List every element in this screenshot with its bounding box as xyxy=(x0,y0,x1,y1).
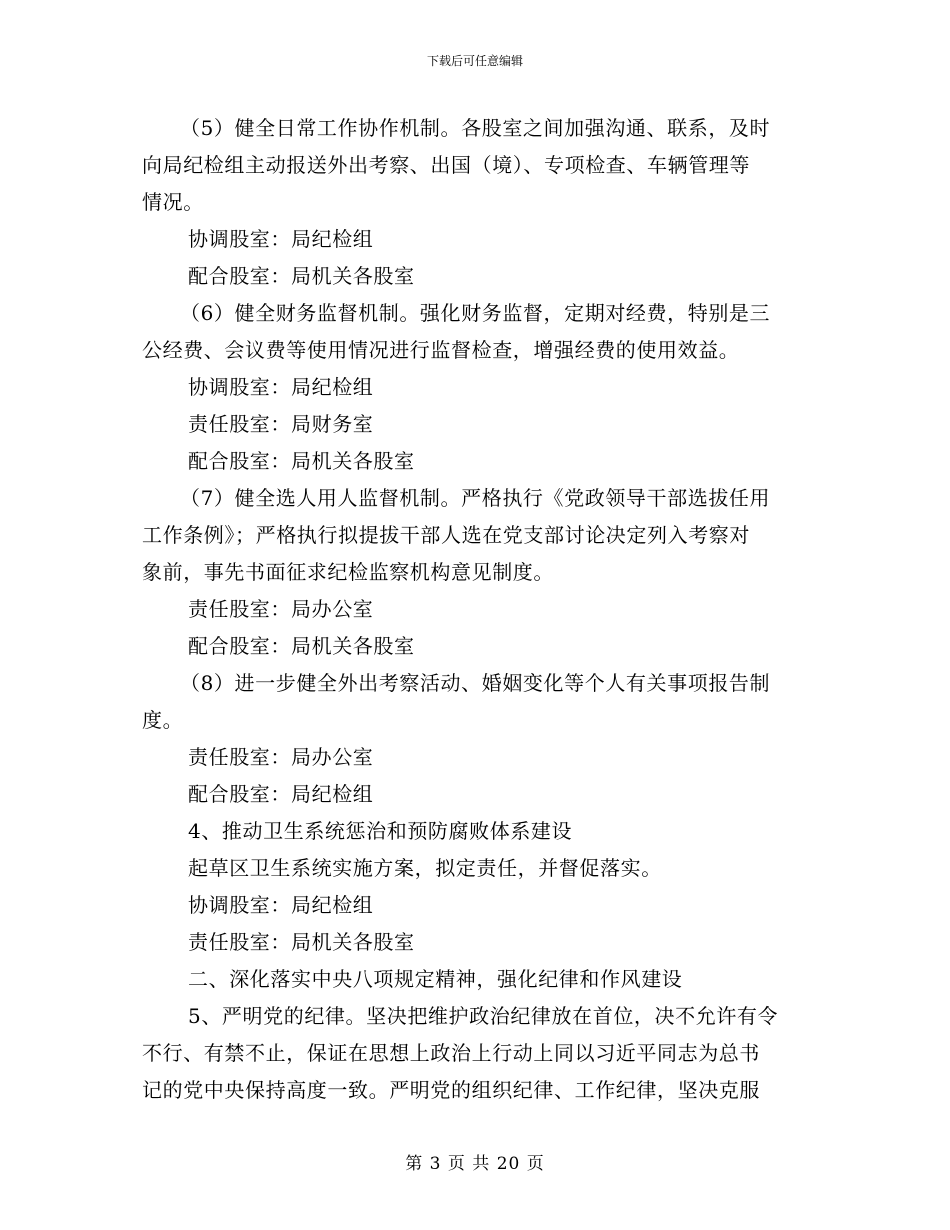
text-line: 配合股室：局纪检组 xyxy=(188,782,374,806)
text-line: 协调股室：局纪检组 xyxy=(188,375,374,399)
page-header: 下载后可任意编辑 xyxy=(426,54,523,68)
text-line: 配合股室：局机关各股室 xyxy=(188,634,415,658)
text-line: 起草区卫生系统实施方案，拟定责任，并督促落实。 xyxy=(188,856,662,880)
text-line: 公经费、会议费等使用情况进行监督检查，增强经费的使用效益。 xyxy=(142,338,740,362)
text-line: （8）进一步健全外出考察活动、婚姻变化等个人有关事项报告制 xyxy=(180,671,771,695)
text-line: 工作条例》；严格执行拟提拔干部人选在党支部讨论决定列入考察对 xyxy=(142,523,750,547)
text-line: 度。 xyxy=(142,708,184,732)
page-number: 第 3 页 共 20 页 xyxy=(405,1154,545,1174)
text-line: （7）健全选人用人监督机制。严格执行《党政领导干部选拔任用 xyxy=(180,486,771,510)
text-line: 4、推动卫生系统惩治和预防腐败体系建设 xyxy=(188,819,573,843)
text-line: 配合股室：局机关各股室 xyxy=(188,264,415,288)
text-line: 协调股室：局纪检组 xyxy=(188,227,374,251)
document-body xyxy=(142,110,812,1109)
text-line: 不行、有禁不止，保证在思想上政治上行动上同以习近平同志为总书 xyxy=(142,1041,760,1065)
text-line: 协调股室：局纪检组 xyxy=(188,893,374,917)
text-line: 责任股室：局办公室 xyxy=(188,597,374,621)
text-line: 象前，事先书面征求纪检监察机构意见制度。 xyxy=(142,560,554,584)
text-line: 责任股室：局机关各股室 xyxy=(188,930,415,954)
text-line: （6）健全财务监督机制。强化财务监督，定期对经费，特别是三 xyxy=(180,301,771,325)
text-line: 责任股室：局财务室 xyxy=(188,412,374,436)
text-line: 向局纪检组主动报送外出考察、出国（境）、专项检查、车辆管理等 xyxy=(142,153,750,177)
text-line: （5）健全日常工作协作机制。各股室之间加强沟通、联系，及时 xyxy=(180,116,771,140)
text-line: 5、严明党的纪律。坚决把维护政治纪律放在首位，决不允许有令 xyxy=(188,1004,779,1028)
text-line: 二、深化落实中央八项规定精神，强化纪律和作风建设 xyxy=(188,967,683,991)
text-line: 配合股室：局机关各股室 xyxy=(188,449,415,473)
text-line: 责任股室：局办公室 xyxy=(188,745,374,769)
text-line: 记的党中央保持高度一致。严明党的组织纪律、工作纪律，坚决克服 xyxy=(142,1078,760,1102)
text-line: 情况。 xyxy=(142,190,204,214)
